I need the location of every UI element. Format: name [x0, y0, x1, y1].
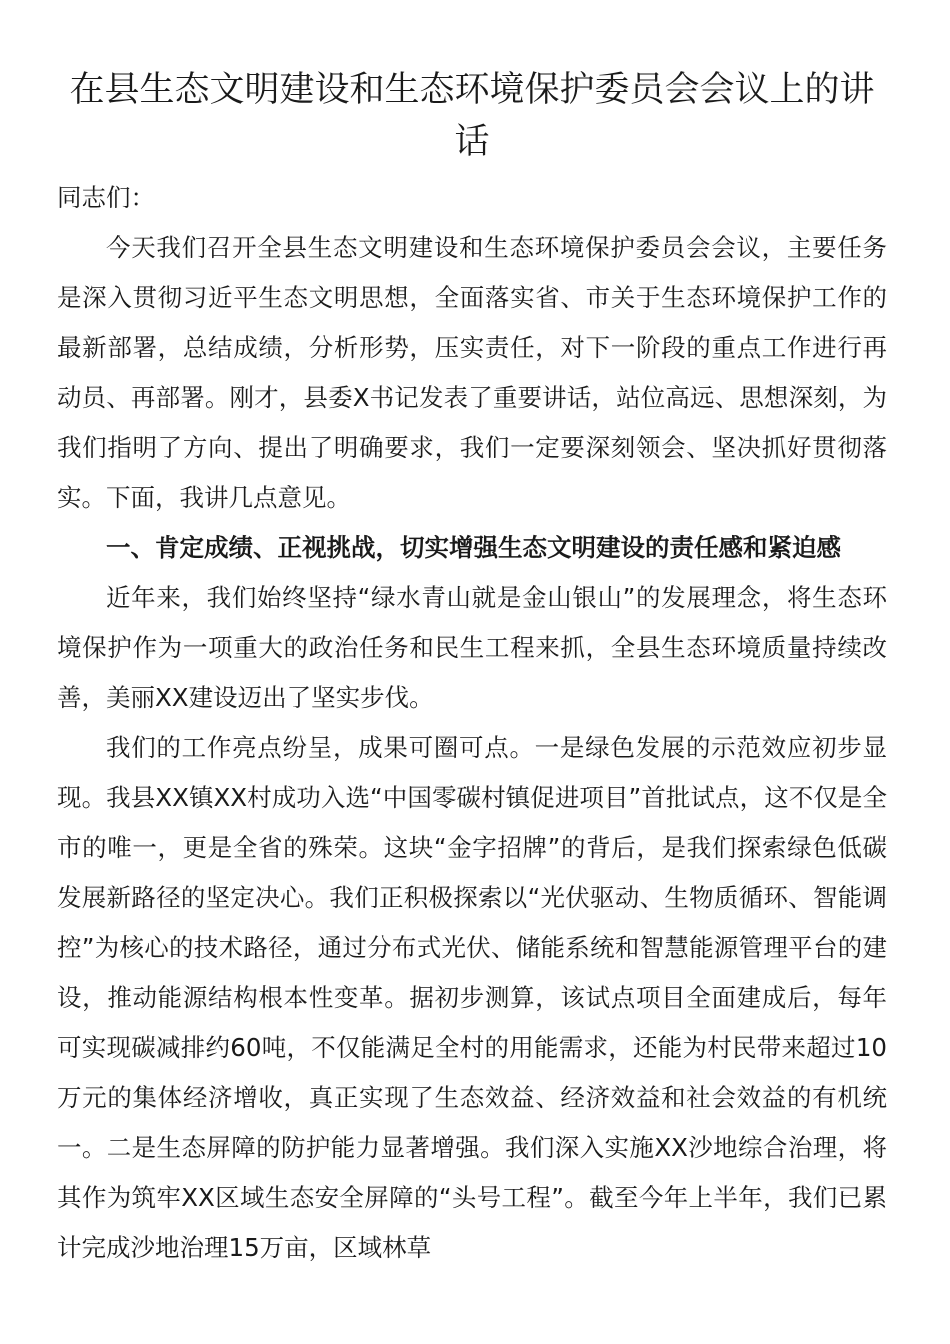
- paragraph-opening: 今天我们召开全县生态文明建设和生态环境保护委员会会议，主要任务是深入贯彻习近平生态文明思想，全面落实省、市关于生态环境保护工作的最新部署，总结成绩，分析形势，压实责任，对下一阶段的重点工作进行再动员、再部署。刚才，县委X书记发表了重要讲话，站位高远、思想深刻，为我们指明了方向、提出了明确要求，我们一定要深刻领会、坚决抓好贯彻落实。下面，我讲几点意见。: [57, 233, 887, 512]
- paragraph-highlights: 我们的工作亮点纷呈，成果可圈可点。一是绿色发展的示范效应初步显现。我县XX镇XX村成功入选“中国零碳村镇促进项目”首批试点，这不仅是全市的唯一，更是全省的殊荣。这块“金字招牌”的背后，是我们探索绿色低碳发展新路径的坚定决心。我们正积极探索以“光伏驱动、生物质循环、智能调控”为核心的技术路径，通过分布式光伏、储能系统和智慧能源管理平台的建设，推动能源结构根本性变革。据初步测算，该试点项目全面建成后，每年可实现碳减排约60吨，不仅能满足全村的用能需求，还能为村民带来超过10万元的集体经济增收，真正实现了生态效益、经济效益和社会效益的有机统一。二是生态屏障的防护能力显著增强。我们深入实施XX沙地综合治理，将其作为筑牢XX区域生态安全屏障的“头号工程”。截至今年上半年，我们已累计完成沙地治理15万亩，区域林草: [57, 733, 887, 1262]
- paragraph-achievements-intro: 近年来，我们始终坚持“绿水青山就是金山银山”的发展理念，将生态环境保护作为一项重大的政治任务和民生工程来抓，全县生态环境质量持续改善，美丽XX建设迈出了坚实步伐。: [57, 583, 887, 712]
- section-heading-1: 一、肯定成绩、正视挑战，切实增强生态文明建设的责任感和紧迫感: [106, 533, 841, 562]
- document-title: 在县生态文明建设和生态环境保护委员会会议上的讲话: [69, 70, 875, 162]
- salutation: 同志们：: [57, 183, 155, 212]
- document-page: [57, 64, 887, 1273]
